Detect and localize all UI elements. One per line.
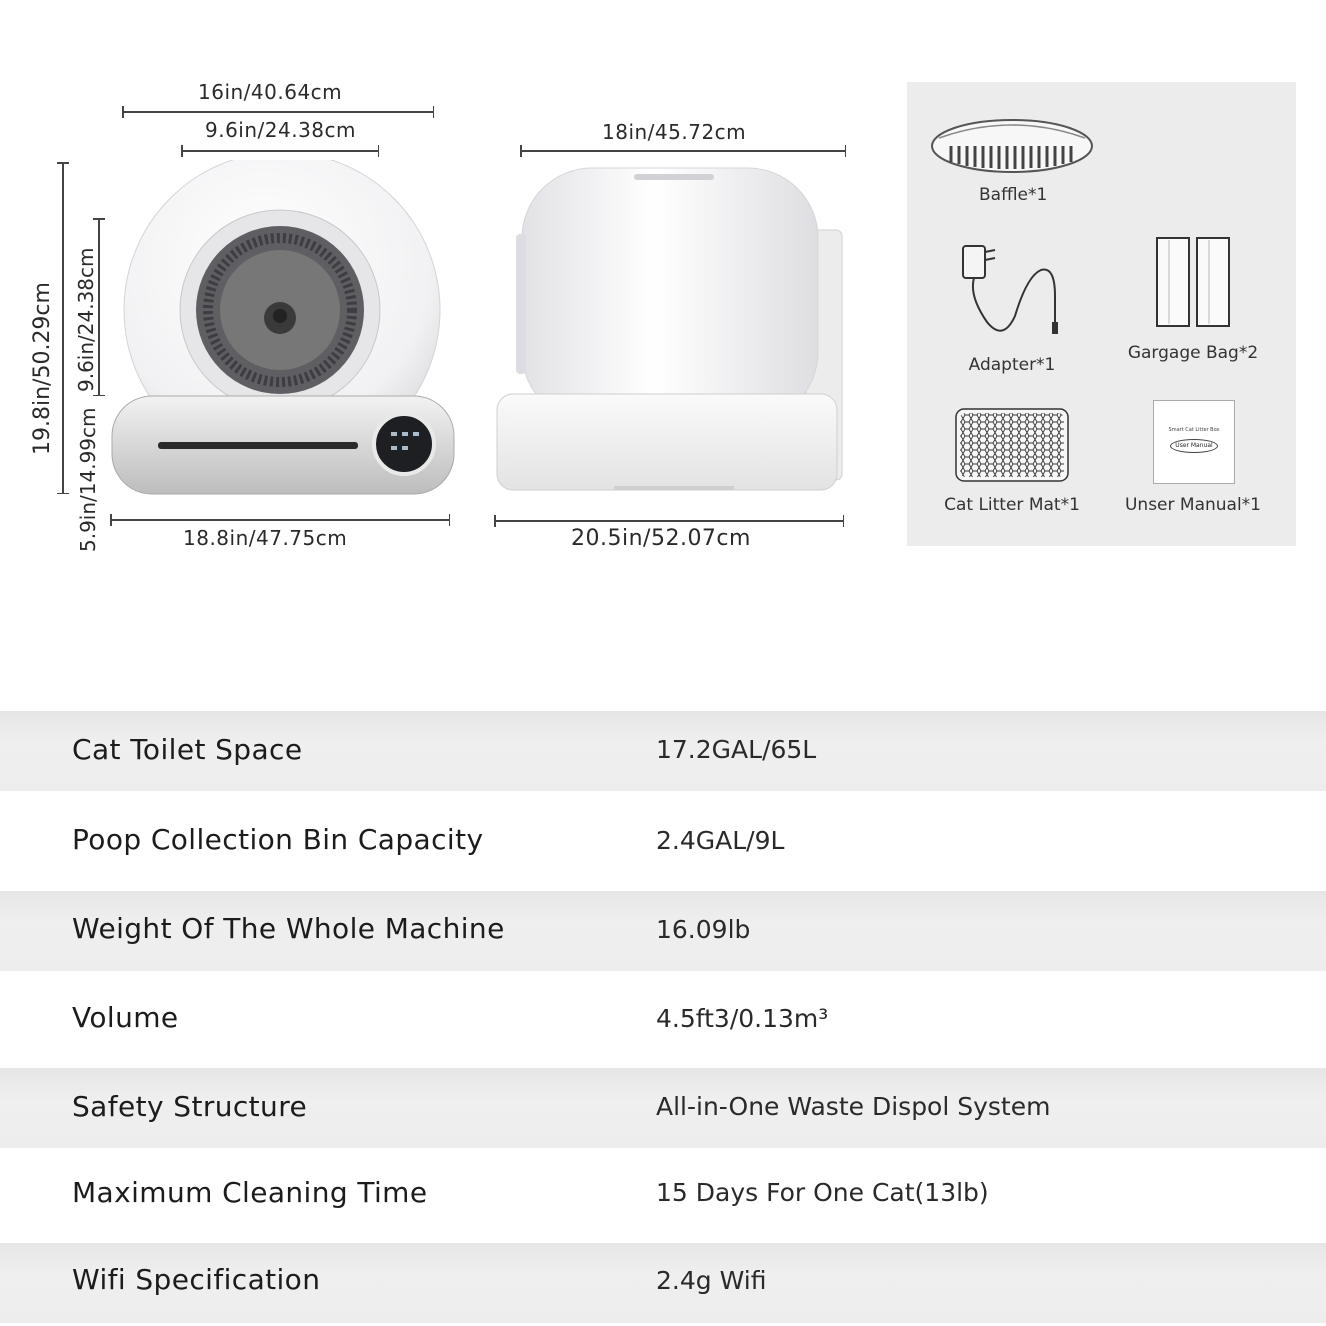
side-top-width-label: 18in/45.72cm <box>602 120 747 144</box>
litter-box-front-view <box>108 160 458 500</box>
spec-key: Cat Toilet Space <box>72 733 303 766</box>
front-outer-width-label: 16in/40.64cm <box>198 80 343 104</box>
side-base-width-line <box>494 520 844 522</box>
accessories-panel <box>907 82 1296 546</box>
front-inner-width-line <box>181 150 379 152</box>
front-total-height-line <box>62 162 64 494</box>
spec-row <box>0 801 1326 881</box>
spec-row <box>0 979 1326 1059</box>
manual-cover-line1: Smart Cat Litter Box <box>1168 427 1220 433</box>
accessory-manual-label: Unser Manual*1 <box>1124 495 1262 515</box>
spec-value: 2.4GAL/9L <box>656 826 785 855</box>
spec-key: Weight Of The Whole Machine <box>72 912 505 945</box>
spec-row <box>0 1068 1326 1148</box>
spec-key: Poop Collection Bin Capacity <box>72 823 484 856</box>
spec-row <box>0 891 1326 971</box>
manual-cover-line2: User Manual <box>1170 439 1218 453</box>
spec-key: Maximum Cleaning Time <box>72 1176 428 1209</box>
adapter-icon <box>957 236 1067 346</box>
accessory-adapter-label: Adapter*1 <box>968 355 1056 375</box>
litter-box-side-view <box>494 164 846 498</box>
spec-value: 17.2GAL/65L <box>656 735 817 764</box>
front-base-height-label: 5.9in/14.99cm <box>76 407 100 552</box>
front-total-height-label: 19.8in/50.29cm <box>30 282 55 455</box>
spec-value: 4.5ft3/0.13m³ <box>656 1004 829 1033</box>
front-base-width-line <box>110 519 450 521</box>
spec-row <box>0 1243 1326 1323</box>
accessory-garbage-bag-label: Gargage Bag*2 <box>1127 343 1259 363</box>
front-outer-width-line <box>122 111 434 113</box>
spec-key: Safety Structure <box>72 1090 308 1123</box>
front-upper-height-label: 9.6in/24.38cm <box>74 247 98 392</box>
front-upper-height-line <box>98 218 100 396</box>
accessory-litter-mat-label: Cat Litter Mat*1 <box>944 495 1080 515</box>
spec-row <box>0 711 1326 791</box>
accessory-baffle-label: Baffle*1 <box>979 185 1048 205</box>
front-base-width-label: 18.8in/47.75cm <box>183 526 348 550</box>
garbage-bag-icon <box>1155 236 1235 330</box>
baffle-icon <box>929 116 1095 180</box>
spec-key: Wifi Specification <box>72 1263 321 1296</box>
spec-value: 16.09lb <box>656 915 751 944</box>
litter-mat-icon <box>955 408 1069 482</box>
manual-icon <box>1153 400 1235 484</box>
side-base-width-label: 20.5in/52.07cm <box>571 526 751 551</box>
spec-key: Volume <box>72 1001 179 1034</box>
front-inner-width-label: 9.6in/24.38cm <box>205 118 357 142</box>
spec-value: All-in-One Waste Dispol System <box>656 1092 1051 1121</box>
spec-row <box>0 1154 1326 1234</box>
side-top-width-line <box>520 150 846 152</box>
spec-value: 2.4g Wifi <box>656 1266 767 1295</box>
spec-value: 15 Days For One Cat(13lb) <box>656 1178 989 1207</box>
